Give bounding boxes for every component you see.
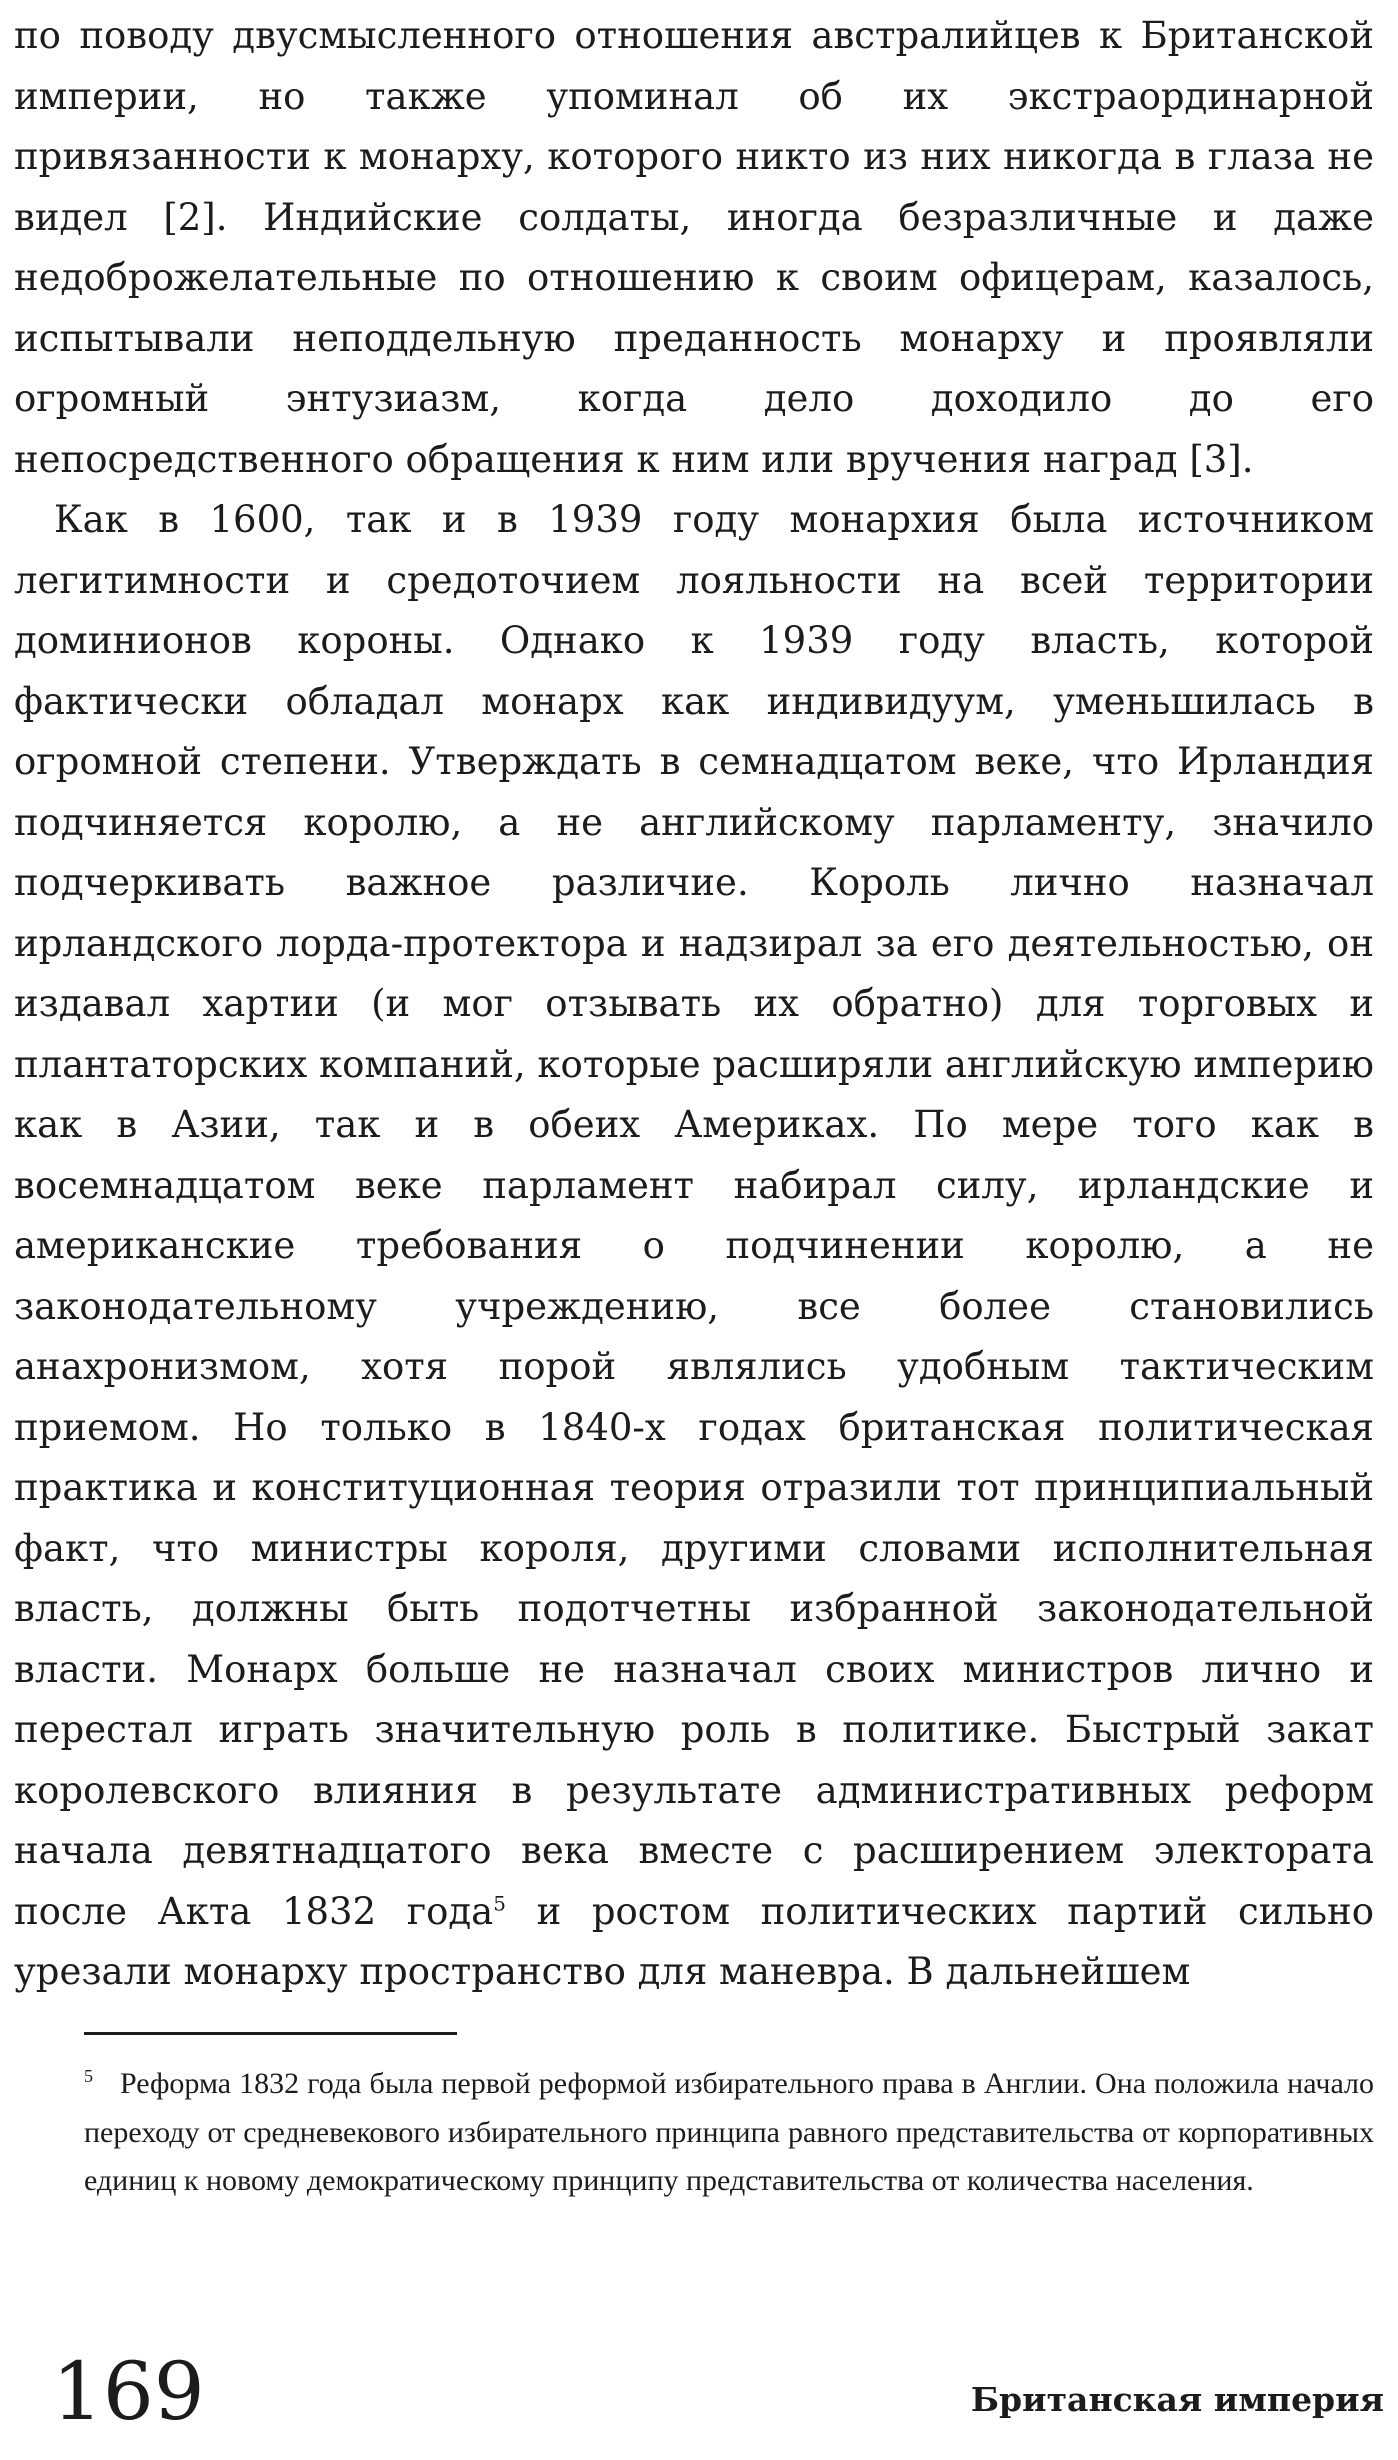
page-number: 169 [52,2345,205,2438]
paragraph-monarchy [14,490,1374,2003]
footnote-text: Реформа 1832 года была первой реформой избирательного права в Англии. Она положила начало переходу от средневекового избирательного принципа равного представительства от корпоративных единиц к новому демократическому принципу представительства от количества населения. [84,2067,1374,2197]
main-text [14,6,1374,2003]
footnote-reference: 5 [493,1891,506,1916]
paragraph-monarchy-tail: и ростом политических партий сильно урезали монарху пространство для маневра. В дальнейшем [14,1889,1374,1993]
footnote-divider [84,2032,457,2035]
running-title: Британская империя [970,2380,1384,2419]
paragraph-continuation: по поводу двусмысленного отношения австралийцев к Британской империи, но также упоминал об их экстраординарной привязанности к монарху, которого никто из них никогда в глаза не видел [2]. Индийские солдаты, иногда безразличные и даже недоброжелательные по отношению к своим офицерам, казалось, испытывали неподдельную преданность монарху и проявляли огромный энтузиазм, когда дело доходило до его непосредственного обращения к ним или вручения наград [3]. [14,14,1374,481]
paragraph-monarchy-text: Как в 1600, так и в 1939 году монархия была источником легитимности и средоточием лояльности на всей территории доминионов короны. Однако к 1939 году власть, которой фактически обладал монарх как индивидуум, уменьшилась в огромной степени. Утверждать в семнадцатом веке, что Ирландия подчиняется королю, а не английскому парламенту, значило подчеркивать важное различие. Король лично назначал ирландского лорда-протектора и надзирал за его деятельностью, он издавал хартии (и мог отзывать их обратно) для торговых и плантаторских компаний, которые расширяли английскую империю как в Азии, так и в обеих Америках. По мере того как в восемнадцатом веке парламент набирал силу, ирландские и американские требования о подчинении королю, а не законодательному учреждению, все более становились анахронизмом, хотя порой являлись удобным тактическим приемом. Но только в 1840-х годах британская политическая практика и конституционная теория отразили тот принципиальный факт, что министры короля, другими словами исполнительная власть, должны быть подотчетны избранной законодательной власти. Монарх больше не назначал своих министров лично и перестал играть значительную роль в политике. Быстрый закат королевского влияния в результате административных реформ начала девятнадцатого века вместе с расширением электората после Акта 1832 года [14,498,1374,1933]
footnote: 5 Реформа 1832 года была первой реформой избирательного права в Англии. Она положила начало переходу от средневекового избирательного принципа равного представительства от корпоративных единиц к новому демократическому принципу представительства от количества населения. [84,2066,1374,2197]
